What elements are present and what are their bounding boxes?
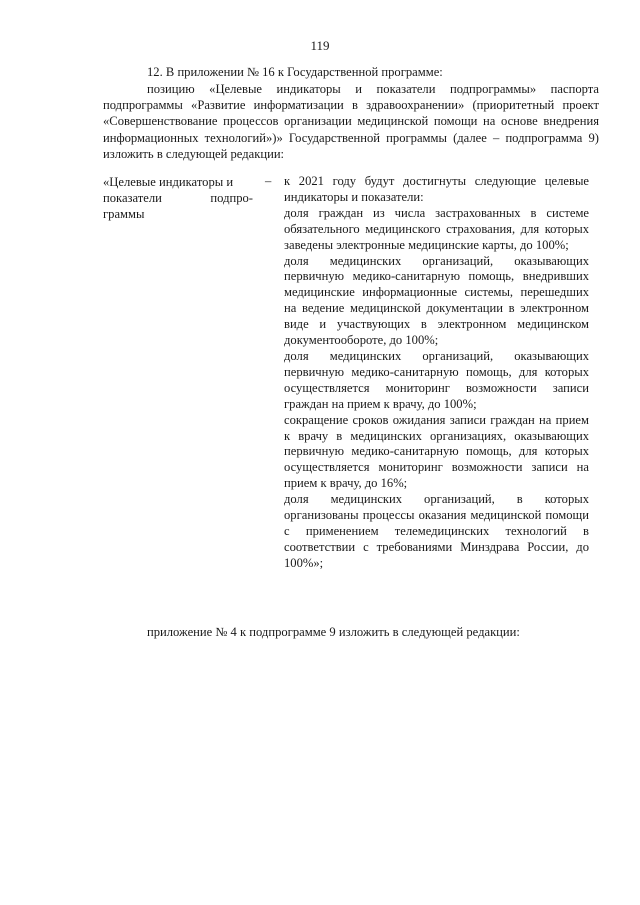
position-label-line-3: граммы: [103, 207, 145, 221]
indicator-intro: к 2021 году будут достигнуты следующие целевые индикаторы и показатели:: [284, 174, 589, 204]
indicator-item: доля медицинских организаций, в которых организованы процессы оказания медицинской помощи с применением телемедицинских технологий в соответствии с требованиями Минздрава России, до 100%»;: [284, 492, 589, 570]
intro-text: позицию «Целевые индикаторы и показатели подпрограммы» паспорта подпрограммы «Развитие информатизации в здравоохранении» (приоритетный проект «Совершенствование процессов организации медицинской помощи на основе внедрения информационных технологий»)» Государственной программы (далее – подпрограмма 9) изложить в следующей редакции:: [103, 82, 599, 161]
indicator-item: доля медицинских организаций, оказывающих первичную медико-санитарную помощь, внедривших медицинские информационные системы, перешедших на ведение медицинской документации в электронном виде и участвующих в электронном медицинском документообороте, до 100%;: [284, 253, 589, 348]
indicator-item: доля медицинских организаций, оказывающих первичную медико-санитарную помощь, для которых осуществляется мониторинг возможности записи граждан на прием к врачу, до 100%;: [284, 348, 589, 411]
position-label-line-1: «Целевые индикаторы и: [103, 175, 234, 189]
position-label: [103, 174, 253, 222]
position-label-word: показатели: [103, 191, 162, 205]
dash-separator: –: [265, 174, 272, 188]
indicator-item: доля граждан из числа застрахованных в системе обязательного медицинского страхования, для которых заведены электронные медицинские карты, до 100%;: [284, 205, 589, 252]
closing-paragraph: приложение № 4 к подпрограмме 9 изложить в следующей редакции:: [147, 625, 520, 639]
position-label-line-2: [103, 190, 253, 206]
indicator-item: сокращение сроков ожидания записи граждан на прием к врачу в медицинских организациях, оказывающих первичную медико-санитарную помощь, для которых осуществляется мониторинг возможности записи на прием к врачу, до 16%;: [284, 412, 589, 491]
page-number: 119: [310, 38, 330, 53]
section-heading: 12. В приложении № 16 к Государственной программе:: [147, 65, 443, 79]
indicators-list: [284, 174, 589, 572]
position-label-word: подпро-: [210, 191, 253, 205]
intro-paragraph: [103, 81, 599, 162]
